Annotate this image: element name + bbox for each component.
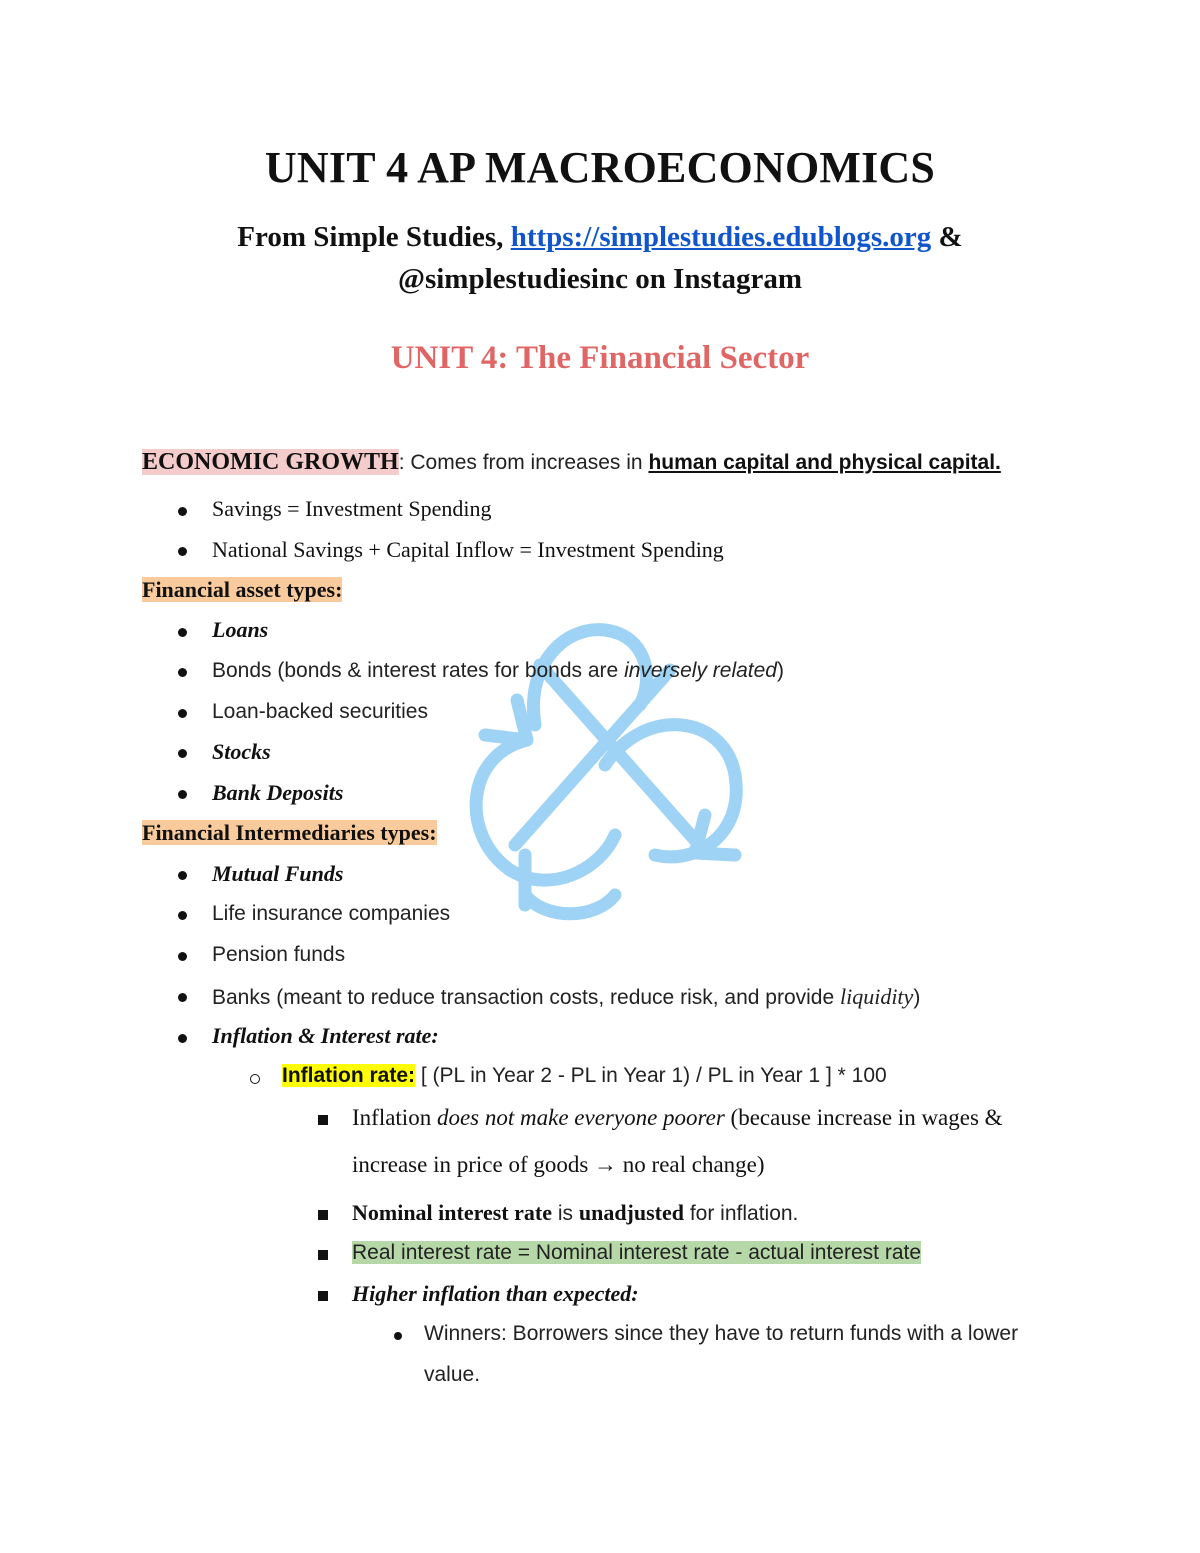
- inflation-rate-formula: [ (PL in Year 2 - PL in Year 1) / PL in Year 1 ] * 100: [415, 1064, 887, 1087]
- intermediary-life: Life insurance companies: [212, 902, 451, 925]
- asset-loans: Loans: [212, 617, 269, 642]
- intermediaries-label: Financial Intermediaries types:: [142, 820, 437, 845]
- list-item: [212, 496, 491, 522]
- list-item: [212, 780, 343, 806]
- list-item: [212, 902, 450, 926]
- bullet-icon: [178, 507, 187, 516]
- nominal-label: Nominal interest rate: [352, 1200, 552, 1225]
- asset-bank-deposits: Bank Deposits: [212, 780, 344, 805]
- inflation-note-text: Inflation: [352, 1105, 437, 1130]
- economic-growth-label: ECONOMIC GROWTH: [142, 449, 399, 475]
- inflation-rate-label: Inflation rate:: [282, 1064, 416, 1087]
- growth-item-1: Savings = Investment Spending: [212, 496, 492, 521]
- bullet-icon: [178, 668, 187, 677]
- nominal-mid: is: [552, 1202, 579, 1225]
- asset-bonds-end: ): [776, 659, 784, 682]
- inflation-note-end: (because increase in wages &: [724, 1105, 1003, 1130]
- square-bullet-icon: [318, 1250, 328, 1260]
- bullet-icon: [178, 1034, 187, 1043]
- asset-loan-backed: Loan-backed securities: [212, 700, 428, 723]
- list-item: [282, 1064, 887, 1088]
- bullet-icon: [394, 1332, 402, 1340]
- list-item-continuation: [424, 1363, 480, 1387]
- asset-types-label: Financial asset types:: [142, 577, 343, 602]
- list-item: [212, 943, 345, 967]
- bullet-icon: [178, 790, 187, 799]
- intermediary-banks-end: ): [913, 986, 921, 1009]
- list-item: [352, 1105, 1003, 1131]
- asset-bonds-text: Bonds (bonds & interest rates for bonds are: [212, 659, 625, 682]
- list-item: [212, 984, 920, 1010]
- square-bullet-icon: [318, 1115, 328, 1125]
- bullet-icon: [178, 871, 187, 880]
- simple-studies-watermark-icon: [455, 605, 745, 925]
- winners-line2: value.: [424, 1363, 481, 1386]
- subtitle-prefix: From Simple Studies,: [237, 221, 511, 253]
- bullet-icon: [178, 993, 187, 1002]
- economic-growth-text: : Comes from increases in: [398, 451, 649, 474]
- list-item: [212, 700, 428, 724]
- nominal-unadjusted: unadjusted: [578, 1200, 684, 1225]
- list-item: [212, 739, 271, 765]
- inflation-note-italic: does not make everyone poorer: [436, 1105, 725, 1130]
- intermediary-inflation: Inflation & Interest rate:: [212, 1023, 439, 1048]
- asset-stocks: Stocks: [212, 739, 271, 764]
- document-subtitle: [0, 216, 1200, 300]
- growth-item-2: National Savings + Capital Inflow = Investment Spending: [212, 537, 724, 562]
- list-item: [212, 659, 784, 683]
- bullet-icon: [178, 628, 187, 637]
- bullet-icon: [178, 911, 187, 920]
- subtitle-line-1: [0, 216, 1200, 258]
- unit-heading: UNIT 4: The Financial Sector: [390, 340, 810, 376]
- nominal-end: for inflation.: [684, 1202, 799, 1225]
- list-item-continuation: [352, 1152, 765, 1178]
- list-item: [352, 1200, 798, 1226]
- inflation-note-line2: increase in price of goods → no real change): [352, 1152, 765, 1177]
- bullet-icon: [178, 749, 187, 758]
- economic-growth-emphasis: human capital and physical capital.: [648, 451, 1001, 474]
- subtitle-suffix: &: [931, 221, 963, 253]
- subtitle-line-2: @simplestudiesinc on Instagram: [397, 263, 803, 295]
- list-item: [212, 1023, 439, 1049]
- bullet-icon: [178, 952, 187, 961]
- square-bullet-icon: [318, 1291, 328, 1301]
- winners-line1: Winners: Borrowers since they have to return funds with a lower: [424, 1322, 1019, 1345]
- document-title: UNIT 4 AP MACROECONOMICS: [264, 143, 936, 192]
- bullet-icon: [178, 547, 187, 556]
- list-item: [212, 617, 268, 643]
- list-item: [352, 1281, 639, 1307]
- intermediary-banks-italic: liquidity: [839, 984, 914, 1009]
- asset-bonds-italic: inversely related: [624, 659, 777, 682]
- intermediary-mutual-funds: Mutual Funds: [212, 861, 344, 886]
- list-item: [424, 1322, 1018, 1346]
- list-item: [212, 861, 343, 887]
- real-interest-rate: Real interest rate = Nominal interest rate - actual interest rate: [352, 1241, 922, 1264]
- bullet-icon: [178, 709, 187, 718]
- simplestudies-link[interactable]: https://simplestudies.edublogs.org: [510, 221, 932, 253]
- square-bullet-icon: [318, 1210, 328, 1220]
- intermediaries-heading: [142, 820, 437, 846]
- list-item: [352, 1241, 921, 1265]
- asset-types-heading: [142, 577, 342, 603]
- higher-inflation: Higher inflation than expected:: [352, 1281, 639, 1306]
- economic-growth-line: [142, 449, 1001, 476]
- intermediary-pension: Pension funds: [212, 943, 346, 966]
- intermediary-banks-text: Banks (meant to reduce transaction costs, reduce risk, and provide: [212, 986, 840, 1009]
- list-item: [212, 537, 724, 563]
- hollow-bullet-icon: [250, 1074, 260, 1084]
